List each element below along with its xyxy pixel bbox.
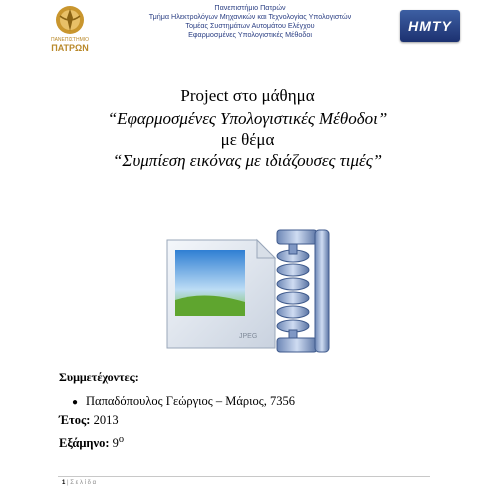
file-type-label: JPEG bbox=[239, 333, 258, 340]
title-line-project: Project στο μάθημα bbox=[180, 86, 315, 105]
university-logo bbox=[44, 4, 96, 56]
semester-line bbox=[59, 434, 124, 451]
logo-caption-small: ΠΑΝΕΠΙΣΤΗΜΙΟ bbox=[50, 37, 90, 43]
header-line-university: Πανεπιστήμιο Πατρών bbox=[214, 3, 286, 12]
header-line-sector: Τομέας Συστημάτων Αυτομάτου Ελέγχου bbox=[185, 21, 315, 30]
image-compression-icon bbox=[165, 226, 335, 361]
footer-separator: | bbox=[65, 480, 71, 486]
page-footer bbox=[62, 480, 96, 486]
header-text bbox=[100, 3, 400, 39]
year-value: 2013 bbox=[93, 413, 119, 427]
bullet-icon: ● bbox=[72, 397, 79, 408]
header-line-course: Εφαρμοσμένες Υπολογιστικές Μέθοδοι bbox=[188, 30, 312, 39]
header-line-department: Τμήμα Ηλεκτρολόγων Μηχανικών και Τεχνολογίας Υπολογιστών bbox=[148, 12, 352, 21]
logo-caption-big: ΠΑΤΡΩΝ bbox=[51, 43, 89, 53]
page-number: 1 bbox=[62, 480, 66, 486]
title-line-course: “Εφαρμοσμένες Υπολογιστικές Μέθοδοι” bbox=[107, 109, 388, 128]
year-label: Έτος: bbox=[59, 413, 91, 427]
year-line bbox=[59, 413, 119, 428]
semester-value: 9 bbox=[112, 436, 119, 451]
footer-divider bbox=[58, 476, 430, 477]
hmty-logo-text: HMTY bbox=[408, 18, 452, 34]
semester-superscript: ο bbox=[118, 434, 125, 445]
hmty-logo bbox=[400, 10, 460, 42]
title-line-topic: “Συμπίεση εικόνας με ιδιάζουσες τιμές” bbox=[112, 151, 383, 170]
semester-label: Εξάμηνο: bbox=[59, 436, 110, 451]
footer-word: Σ ε λ ί δ α bbox=[70, 480, 97, 486]
participant-item bbox=[72, 394, 295, 409]
page-header bbox=[0, 0, 495, 60]
university-emblem-icon bbox=[44, 4, 96, 40]
participants-label: Συμμετέχοντες: bbox=[59, 370, 139, 384]
participant-name: Παπαδόπουλος Γεώργιος – Μάριος, 7356 bbox=[86, 394, 295, 408]
title-line-topic-label: με θέμα bbox=[220, 130, 275, 149]
title-block bbox=[0, 84, 495, 172]
